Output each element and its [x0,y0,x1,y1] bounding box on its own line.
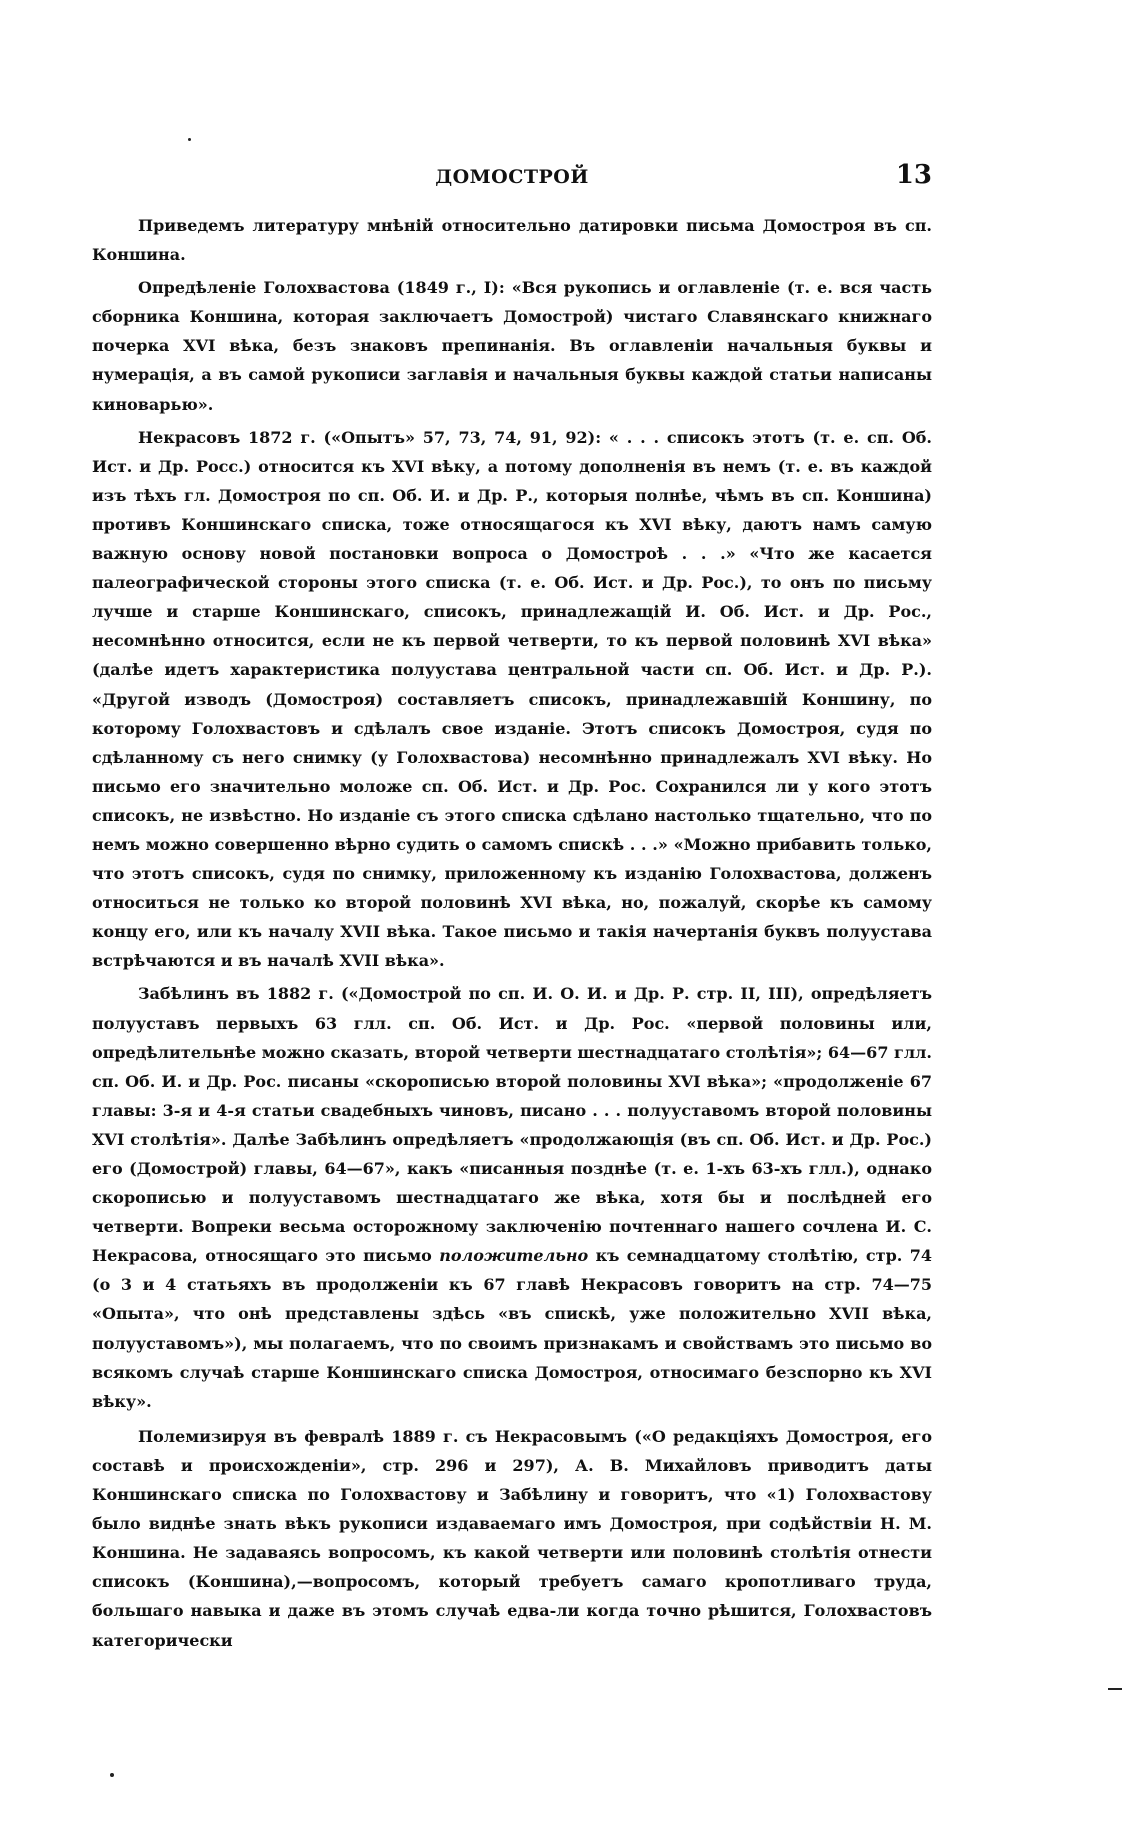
paragraph-4-text-end: къ семнадцатому столѣтію, стр. 74 (о 3 и 4 статьяхъ въ продолженіи къ 67 главѣ Некрасовъ говоритъ на стр. 74—75 «Опыта», что онѣ представлены здѣсь «въ спискѣ, уже положительно XVII вѣка, полууставомъ»), мы полагаемъ, что по своимъ признакамъ и свойствамъ это письмо во всякомъ случаѣ старше Коншинскаго списка Домостроя, относимаго безспорно къ XVI вѣку». [92,1246,932,1411]
running-header [92,160,932,196]
body-text [92,211,932,1655]
margin-mark [1108,1688,1122,1690]
paragraph-2: Опредѣленіе Голохвастова (1849 г., I): «Вся рукопись и оглавленіе (т. е. вся часть сборника Коншина, которая заключаетъ Домострой) чистаго Славянскаго книжнаго почерка XVI вѣка, безъ знаковъ препинанія. Въ оглавленіи начальныя буквы и нумерація, а въ самой рукописи заглавія и начальныя буквы каждой статьи написаны киноварью». [92,278,932,414]
paragraph-3: Некрасовъ 1872 г. («Опытъ» 57, 73, 74, 91, 92): « . . . списокъ этотъ (т. е. сп. Об. Ист. и Др. Росс.) относится къ XVI вѣку, а потому дополненія въ немъ (т. е. въ каждой изъ тѣхъ гл. Домостроя по сп. Об. И. и Др. Р., которыя полнѣе, чѣмъ въ сп. Коншина) противъ Коншинскаго списка, тоже относящагося къ XVI вѣку, даютъ намъ самую важную основу новой постановки вопроса о Домостроѣ . . .» «Что же касается палеографической стороны этого списка (т. е. Об. Ист. и Др. Рос.), то онъ по письму лучше и старше Коншинскаго, списокъ, принадлежащій И. Об. Ист. и Др. Рос., несомнѣнно относится, если не къ первой четверти, то къ первой половинѣ XVI вѣка» (далѣе идетъ характеристика полуустава центральной части сп. Об. Ист. и Др. Р.). «Другой изводъ (Домостроя) составляетъ списокъ, принадлежавшій Коншину, по которому Голохвастовъ и сдѣлалъ свое изданіе. Этотъ списокъ Домостроя, судя по сдѣланному съ него снимку (у Голохвастова) несомнѣнно принадлежалъ XVI вѣку. Но письмо его значительно моложе сп. Об. Ист. и Др. Рос. Сохранился ли у кого этотъ списокъ, не извѣстно. Но изданіе съ этого списка сдѣлано настолько тщательно, что по немъ можно совершенно вѣрно судить о самомъ спискѣ . . .» «Можно прибавить только, что этотъ списокъ, судя по снимку, приложенному къ изданію Голохвастова, долженъ относиться не только ко второй половинѣ XVI вѣка, но, пожалуй, скорѣе къ самому концу его, или къ началу XVII вѣка. Такое письмо и такія начертанія буквъ полуустава встрѣчаются и въ началѣ XVII вѣка». [92,427,932,971]
page-number: 13 [895,160,932,190]
paragraph-5: Полемизируя въ февралѣ 1889 г. съ Некрасовымъ («О редакціяхъ Домостроя, его составѣ и происхожденіи», стр. 296 и 297), А. В. Михайловъ приводитъ даты Коншинскаго списка по Голохвастову и Забѣлину и говоритъ, что «1) Голохвастову было виднѣе знать вѣкъ рукописи издаваемаго имъ Домостроя, при содѣйствіи Н. М. Коншина. Не задаваясь вопросомъ, къ какой четверти или половинѣ столѣтія отнести списокъ (Коншина),—вопросомъ, который требуетъ самаго кропотливаго труда, большаго навыка и даже въ этомъ случаѣ едва-ли когда точно рѣшится, Голохвастовъ категорически [92,1426,932,1650]
paragraph-1: Приведемъ литературу мнѣній относительно датировки письма Домостроя въ сп. Коншина. [92,216,932,265]
print-speck [110,1773,114,1777]
print-speck [188,138,191,141]
paragraph-4 [92,979,932,1415]
italic-emphasis: положительно [439,1246,589,1266]
paragraph-4-text-start: Забѣлинъ въ 1882 г. («Домострой по сп. И. О. И. и Др. Р. стр. II, III), опредѣляетъ полууставъ первыхъ 63 глл. сп. Об. Ист. и Др. Рос. «первой половины или, опредѣлительнѣе можно сказать, второй четверти шестнадцатаго столѣтія»; 64—67 глл. сп. Об. И. и Др. Рос. писаны «скорописью второй половины XVI вѣка»; «продолженіе 67 главы: 3-я и 4-я статьи свадебныхъ чиновъ, писано . . . полууставомъ второй половины XVI столѣтія». Далѣе Забѣлинъ опредѣляетъ «продолжающія (въ сп. Об. Ист. и Др. Рос.) его (Домострой) главы, 64—67», какъ «писанныя позднѣе (т. е. 1-хъ 63-хъ глл.), однако скорописью и полууставомъ шестнадцатаго же вѣка, хотя бы и послѣдней его четверти. Вопреки весьма осторожному заключенію почтеннаго нашего сочлена И. С. Некрасова, относящаго это письмо [92,984,932,1266]
header-title: ДОМОСТРОЙ [435,166,589,188]
